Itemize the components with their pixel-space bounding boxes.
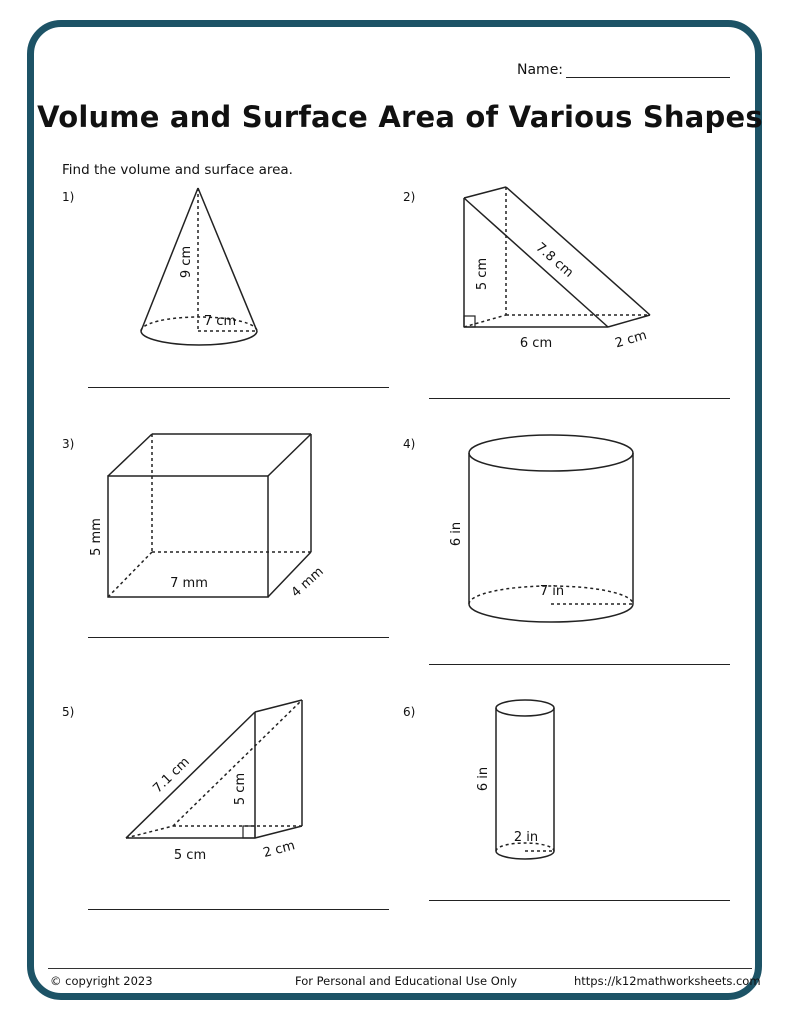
rectangular-prism-figure xyxy=(108,434,311,597)
cylinder2-radius-label: 2 in xyxy=(513,830,539,845)
cylinder2-height-label: 6 in xyxy=(476,766,491,792)
footer-copyright: © copyright 2023 xyxy=(50,974,153,988)
cylinder1-radius-label: 7 in xyxy=(539,584,565,599)
triangular-prism-figure-2 xyxy=(126,700,302,838)
box-length-label: 7 mm xyxy=(170,576,208,591)
problem-4-number: 4) xyxy=(403,437,416,451)
footer-website-link[interactable]: https://k12mathworksheets.com xyxy=(574,974,761,988)
prism1-height-label: 5 cm xyxy=(475,257,490,291)
prism2-hypotenuse-label: 7.1 cm xyxy=(150,754,193,797)
prism2-base-label: 5 cm xyxy=(173,848,207,863)
footer-divider xyxy=(48,968,752,969)
footer-usage: For Personal and Educational Use Only xyxy=(295,974,518,988)
page-title: Volume and Surface Area of Various Shapes xyxy=(37,100,763,134)
prism1-length-label: 2 cm xyxy=(613,327,649,352)
box-height-label: 5 mm xyxy=(89,518,104,556)
instructions: Find the volume and surface area. xyxy=(62,162,293,178)
cone-radius-label: 7 cm xyxy=(203,314,237,329)
prism1-base-label: 6 cm xyxy=(519,336,553,351)
cylinder1-height-label: 6 in xyxy=(449,521,464,547)
problem-5-number: 5) xyxy=(62,705,75,719)
box-depth-label: 4 mm xyxy=(288,564,327,601)
cone-height-label: 9 cm xyxy=(179,245,194,279)
prism1-hypotenuse-label: 7.8 cm xyxy=(532,240,577,281)
cone-figure xyxy=(141,188,257,345)
problem-6-number: 6) xyxy=(403,705,416,719)
prism2-length-label: 2 cm xyxy=(261,838,297,862)
name-label: Name: xyxy=(517,62,564,78)
problem-2-number: 2) xyxy=(403,190,416,204)
prism2-height-label: 5 cm xyxy=(233,772,248,806)
problem-1-number: 1) xyxy=(62,190,75,204)
problem-3-number: 3) xyxy=(62,437,75,451)
